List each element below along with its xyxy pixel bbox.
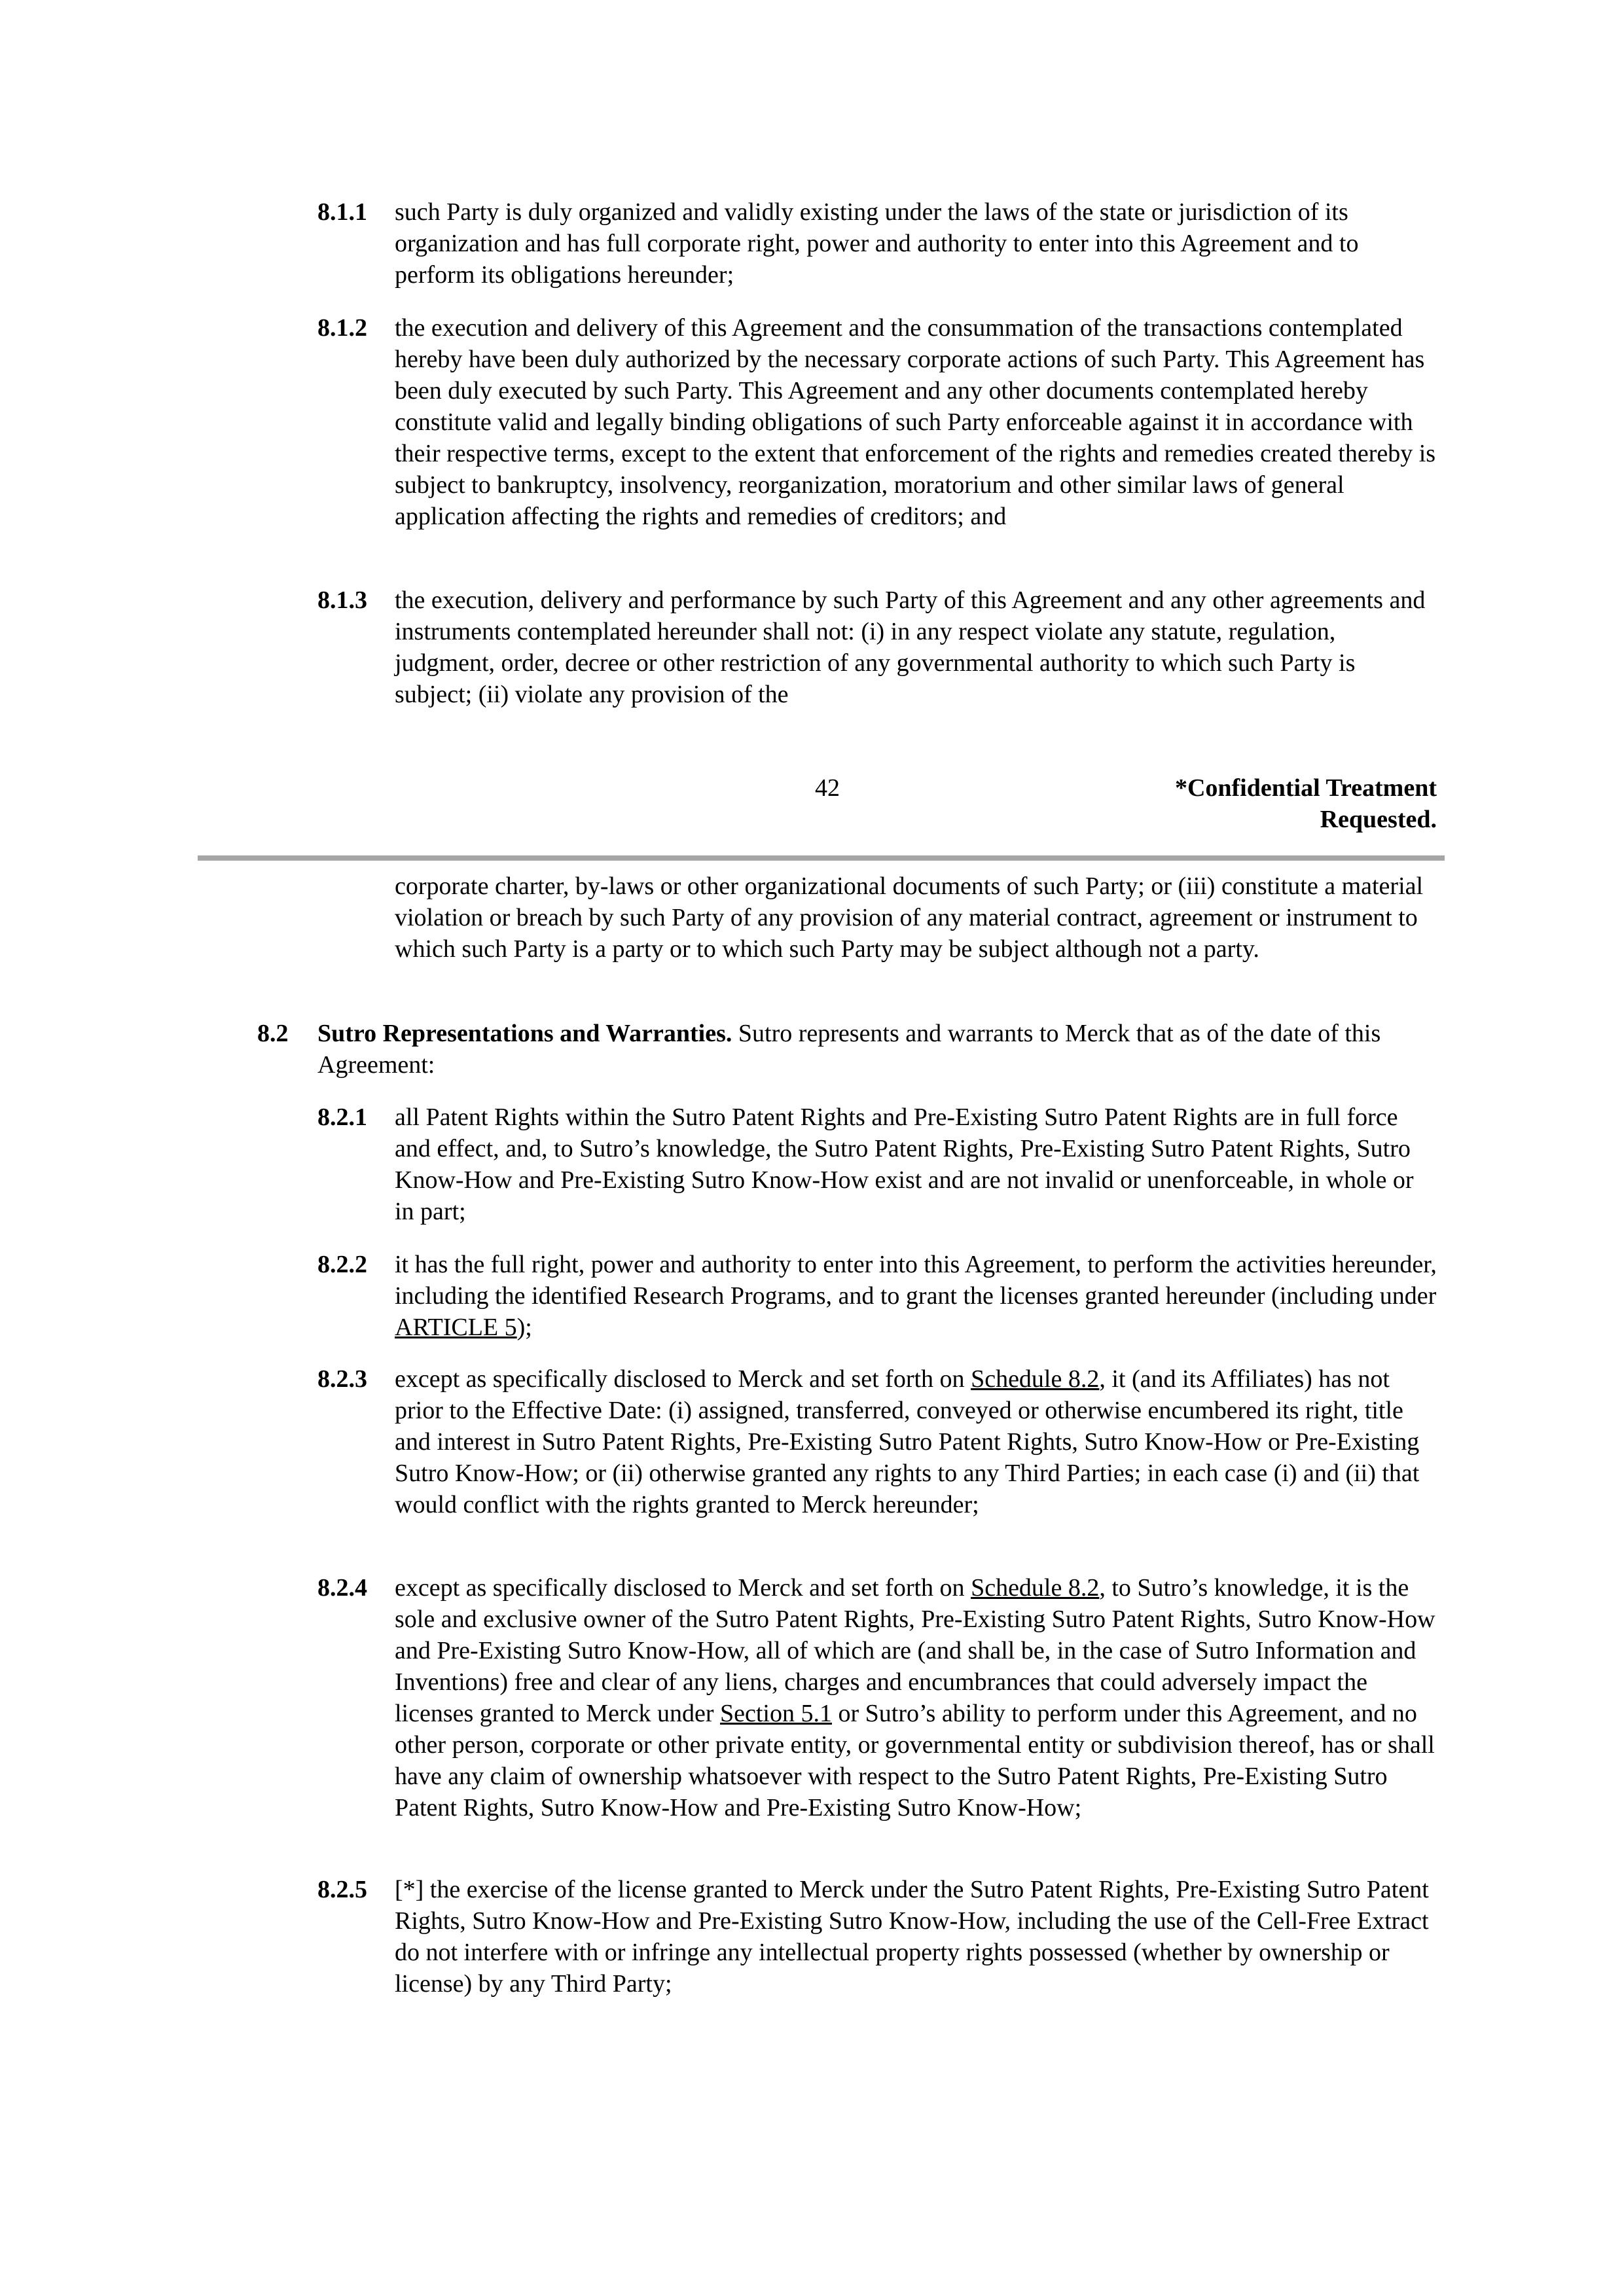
clause-number: 8.1.1 [317, 198, 367, 226]
clause-text [395, 1572, 1437, 1823]
section-heading: Sutro Representations and Warranties. [317, 1020, 732, 1047]
schedule-8-2-link[interactable]: Schedule 8.2 [971, 1365, 1100, 1393]
clause-number: 8.2.3 [317, 1365, 367, 1393]
confidential-line-2: Requested. [1320, 806, 1437, 833]
page-divider [198, 855, 1445, 861]
clause-8-2-2 [317, 1249, 1437, 1343]
clause-8-2-3 [317, 1363, 1437, 1520]
confidential-notice [1175, 772, 1437, 835]
section-8-2 [317, 1018, 1437, 1081]
clause-text [395, 1249, 1437, 1343]
clause-8-1-3 [317, 584, 1437, 710]
clause-text: all Patent Rights within the Sutro Patent Rights and Pre-Existing Sutro Patent Rights are in full force and effect, and, to Sutro’s knowledge, the Sutro Patent Rights, Pre-Existing Sutro Patent Rights, Sutro Know-How and Pre-Existing Sutro Know-How exist and are not invalid or unenforceable, in whole or in part; [395, 1103, 1414, 1225]
clause-number: 8.2.1 [317, 1103, 367, 1131]
clause-8-2-4 [317, 1572, 1437, 1823]
clause-number: 8.2.5 [317, 1876, 367, 1903]
clause-text-part: ); [516, 1314, 532, 1341]
clause-8-2-5 [317, 1874, 1437, 2000]
clause-text: such Party is duly organized and validly existing under the laws of the state or jurisdiction of its organization and has full corporate right, power and authority to enter into this Agreement and to perform its obligations hereunder; [395, 198, 1359, 289]
confidential-line-1: *Confidential Treatment [1174, 774, 1437, 802]
clause-8-1-2 [317, 312, 1437, 532]
clause-text: [*] the exercise of the license granted to Merck under the Sutro Patent Rights, Pre-Existing Sutro Patent Rights, Sutro Know-How and Pre-Existing Sutro Know-How, including the use of the Cell-Free Extract do not interfere with or infringe any intellectual property rights possessed (whether by ownership or license) by any Third Party; [395, 1876, 1429, 1998]
clause-8-2-1 [317, 1102, 1437, 1227]
section-intro: Sutro represents and warrants to Merck that as of the date of this Agreement: [317, 1020, 1381, 1079]
clause-number: 8.1.3 [317, 586, 367, 614]
clause-text-part: , it (and its Affiliates) has not prior to the Effective Date: (i) assigned, transferred, conveyed or otherwise encumbered its right, title and interest in Sutro Patent Rights, Pre-Existing Sutro Patent Rights, Sutro Know-How or Pre-Existing Sutro Know-How; or (ii) otherwise granted any rights to any Third Parties; in each case (i) and (ii) that would conflict with the rights granted to Merck hereunder; [395, 1365, 1420, 1518]
clause-number: 8.1.2 [317, 314, 367, 342]
clause-number: 8.2.4 [317, 1574, 367, 1602]
section-number: 8.2 [257, 1020, 289, 1047]
clause-text: the execution, delivery and performance by such Party of this Agreement and any other agreements and instruments contemplated hereunder shall not: (i) in any respect violate any statute, regulation, judgment, order, decree or other restriction of any governmental authority to which such Party is subject; (ii) violate any provision of the [395, 586, 1426, 708]
schedule-8-2-link[interactable]: Schedule 8.2 [971, 1574, 1100, 1602]
clause-text-part: or Sutro’s ability to perform under this Agreement, and no other person, corporate or other private entity, or governmental entity or subdivision thereof, has or shall have any claim of ownership whatsoever with respect to the Sutro Patent Rights, Pre-Existing Sutro Patent Rights, Sutro Know-How and Pre-Existing Sutro Know-How; [395, 1700, 1435, 1821]
clause-text-part: it has the full right, power and authority to enter into this Agreement, to perform the activities hereunder, including the identified Research Programs, and to grant the licenses granted hereunder (including under [395, 1251, 1437, 1310]
page-number: 42 [815, 774, 840, 802]
clause-text-part: except as specifically disclosed to Merck and set forth on [395, 1574, 971, 1602]
section-5-1-link[interactable]: Section 5.1 [720, 1700, 832, 1727]
continuation-text: corporate charter, by-laws or other organizational documents of such Party; or (iii) constitute a material violation or breach by such Party of any provision of any material contract, agreement or instrument to which such Party is a party or to which such Party may be subject although not a party. [395, 872, 1424, 963]
clause-text: the execution and delivery of this Agreement and the consummation of the transactions contemplated hereby have been duly authorized by the necessary corporate actions of such Party. This Agreement has been duly executed by such Party. This Agreement and any other documents contemplated hereby constitute valid and legally binding obligations of such Party enforceable against it in accordance with their respective terms, except to the extent that enforcement of the rights and remedies created thereby is subject to bankruptcy, insolvency, reorganization, moratorium and other similar laws of general application affecting the rights and remedies of creditors; and [395, 314, 1436, 530]
continuation-paragraph [317, 870, 1437, 965]
article-5-link[interactable]: ARTICLE 5 [395, 1314, 517, 1341]
clause-text-part: , to Sutro’s knowledge, it is the sole and exclusive owner of the Sutro Patent Rights, Pre-Existing Sutro Patent Rights, Sutro Know-How and Pre-Existing Sutro Know-How, all of which are (and shall be, in the case of Sutro Information and Inventions) free and clear of any liens, charges and encumbrances that could adversely impact the licenses granted to Merck under [395, 1574, 1435, 1727]
clause-number: 8.2.2 [317, 1251, 367, 1278]
clause-text [395, 1363, 1437, 1520]
clause-8-1-1 [317, 196, 1437, 291]
clause-text-part: except as specifically disclosed to Merck and set forth on [395, 1365, 971, 1393]
